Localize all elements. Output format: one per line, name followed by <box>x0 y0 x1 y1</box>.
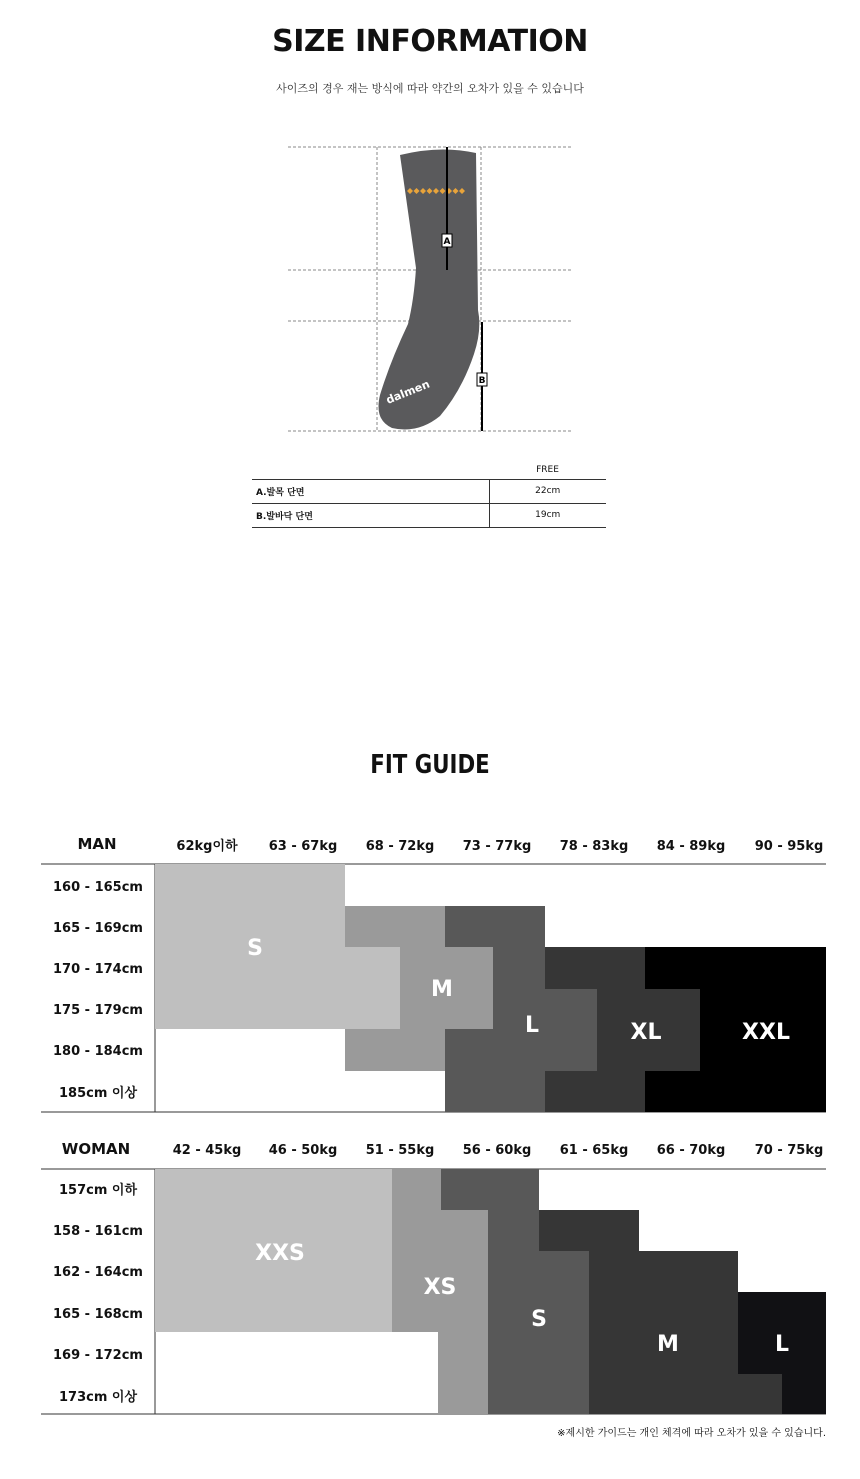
weight-label: 73 - 77kg <box>462 839 532 854</box>
woman-size-label: XS <box>423 1275 457 1300</box>
man-size-label: L <box>524 1013 540 1038</box>
weight-label: 66 - 70kg <box>656 1143 726 1158</box>
height-label: 180 - 184cm <box>53 1044 143 1059</box>
height-label: 185cm 이상 <box>58 1086 138 1101</box>
fit-guide-title: FIT GUIDE <box>370 750 490 780</box>
man-size-label: M <box>431 977 453 1002</box>
size-table-corner <box>252 462 489 479</box>
height-label: 158 - 161cm <box>53 1224 143 1239</box>
table-row <box>252 479 606 503</box>
weight-label: 84 - 89kg <box>656 839 726 854</box>
marker-b-label: B <box>478 376 486 386</box>
weight-label: 56 - 60kg <box>462 1143 532 1158</box>
measurement-notice: 사이즈의 경우 재는 방식에 따라 약간의 오차가 있을 수 있습니다 <box>276 82 584 95</box>
row-label: B.발바닥 단면 <box>252 503 489 527</box>
height-label: 162 - 164cm <box>53 1265 143 1280</box>
man-size-label: XL <box>630 1020 662 1045</box>
sock-diagram <box>280 140 580 440</box>
sock-brand-logo: dalmen <box>384 377 432 407</box>
table-row <box>252 503 606 527</box>
height-label: 170 - 174cm <box>53 962 143 977</box>
weight-label: 51 - 55kg <box>365 1143 435 1158</box>
man-fit-grid <box>0 825 860 1120</box>
woman-size-label: XXS <box>255 1241 305 1266</box>
height-label: 165 - 169cm <box>53 921 143 936</box>
height-label: 169 - 172cm <box>53 1348 143 1363</box>
row-value: 19cm <box>489 503 606 527</box>
man-size-label: S <box>247 936 263 961</box>
weight-label: 63 - 67kg <box>268 839 338 854</box>
woman-grid-label: WOMAN <box>61 1140 131 1158</box>
woman-fit-grid <box>0 1130 860 1420</box>
woman-size-label: L <box>774 1332 790 1357</box>
marker-a-label: A <box>443 237 451 247</box>
weight-label: 46 - 50kg <box>268 1143 338 1158</box>
man-grid-label: MAN <box>77 835 117 853</box>
height-label: 157cm 이하 <box>58 1183 138 1198</box>
weight-label: 62kg이하 <box>176 839 238 854</box>
accent-pattern <box>407 188 465 194</box>
size-table <box>252 462 606 528</box>
weight-label: 78 - 83kg <box>559 839 629 854</box>
weight-label: 70 - 75kg <box>754 1143 824 1158</box>
man-size-label: XXL <box>742 1020 790 1045</box>
weight-label: 42 - 45kg <box>172 1143 242 1158</box>
height-label: 165 - 168cm <box>53 1307 143 1322</box>
size-table-header-free: FREE <box>489 462 606 479</box>
weight-label: 90 - 95kg <box>754 839 824 854</box>
row-label: A.발목 단면 <box>252 479 489 503</box>
woman-size-label: S <box>531 1307 547 1332</box>
weight-label: 61 - 65kg <box>559 1143 629 1158</box>
height-label: 160 - 165cm <box>53 880 143 895</box>
weight-label: 68 - 72kg <box>365 839 435 854</box>
row-value: 22cm <box>489 479 606 503</box>
height-label: 173cm 이상 <box>58 1390 138 1405</box>
height-label: 175 - 179cm <box>53 1003 143 1018</box>
woman-size-label: M <box>657 1332 679 1357</box>
fit-disclaimer: ※제시한 가이드는 개인 체격에 따라 오차가 있을 수 있습니다. <box>557 1428 826 1439</box>
page-title: SIZE INFORMATION <box>272 24 588 59</box>
